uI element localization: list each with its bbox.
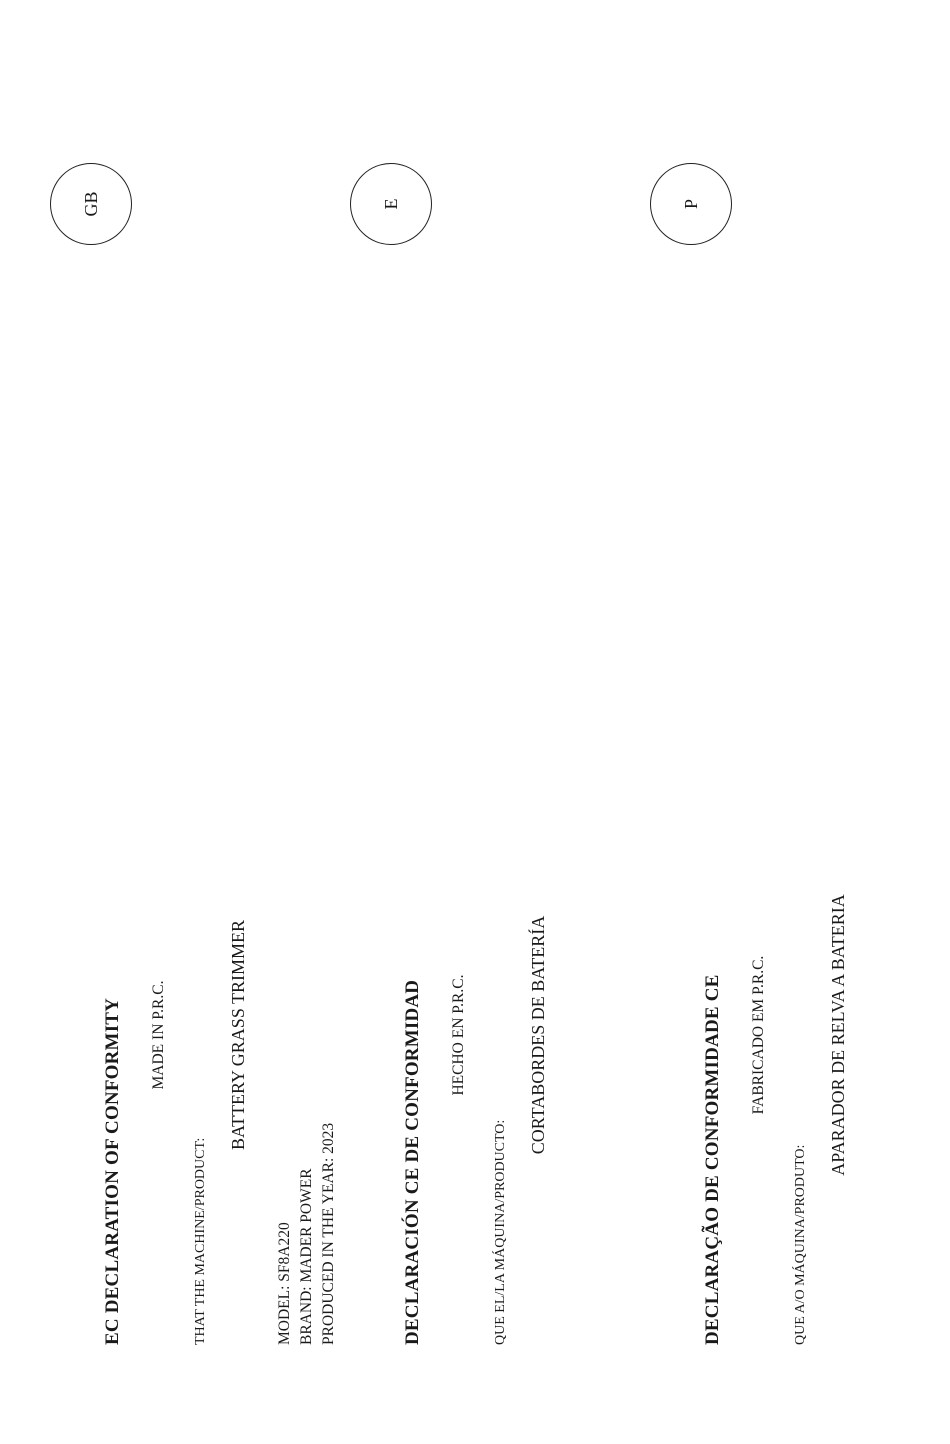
language-badge: P (650, 163, 732, 245)
declaration-panel-pt (640, 115, 950, 1345)
panel-body-gb (40, 115, 350, 1345)
language-badge: GB (50, 163, 132, 245)
made-in-line: HECHO EN P.R.C. (450, 974, 467, 1096)
declaration-title: DECLARAÇÃO DE CONFORMIDADE CE (702, 974, 723, 1345)
product-label: QUE EL/LA MÁQUINA/PRODUCTO: (493, 1119, 508, 1345)
made-in-line: MADE IN P.R.C. (150, 980, 167, 1090)
declaration-title: DECLARACIÓN CE DE CONFORMIDAD (402, 979, 423, 1345)
made-in-line: FABRICADO EM P.R.C. (750, 955, 767, 1115)
declaration-panel-es (340, 115, 650, 1345)
model-line: MODEL: SF8A220 (276, 1222, 293, 1345)
product-label: QUE A/O MÁQUINA/PRODUTO: (793, 1144, 808, 1345)
product-name: APARADOR DE RELVA A BATERIA (828, 894, 848, 1176)
product-name: BATTERY GRASS TRIMMER (228, 919, 248, 1151)
product-label: THAT THE MACHINE/PRODUCT: (193, 1137, 208, 1345)
year-line: PRODUCED IN THE YEAR: 2023 (320, 1122, 337, 1345)
model-block (274, 1123, 340, 1345)
brand-line: BRAND: MADER POWER (298, 1168, 315, 1345)
product-name: CORTABORDES DE BATERÍA (528, 915, 548, 1155)
declaration-title: EC DECLARATION OF CONFORMITY (102, 997, 123, 1345)
language-badge: E (350, 163, 432, 245)
